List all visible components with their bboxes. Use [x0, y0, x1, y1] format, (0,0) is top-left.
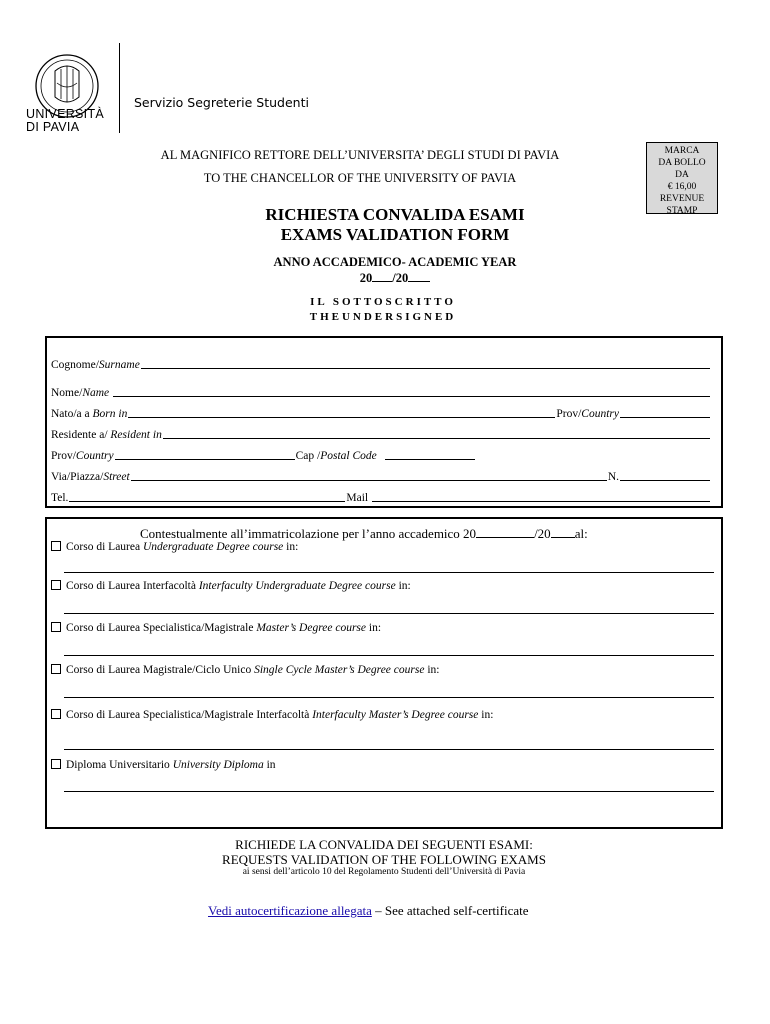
cap-input-line [385, 458, 475, 460]
street-field[interactable] [51, 469, 711, 483]
resident-label: Residente a/ [51, 429, 111, 441]
name-input-line [113, 395, 710, 397]
cap-label: Cap / [295, 450, 321, 462]
tel-mail-field[interactable] [51, 490, 711, 504]
option-undergraduate-line[interactable] [64, 572, 714, 573]
cap-label-en: Postal Code [320, 450, 377, 462]
checkbox[interactable] [51, 580, 61, 590]
undersigned-english: THEUNDERSIGNED [309, 311, 457, 323]
option-single-cycle-line[interactable] [64, 697, 714, 698]
born-label-en: Born in [92, 408, 128, 420]
request-italian: RICHIEDE LA CONVALIDA DEI SEGUENTI ESAMI: [235, 837, 533, 852]
service-name: Servizio Segreterie Studenti [134, 95, 309, 110]
year-separator: /20 [392, 271, 409, 285]
prov2-label-en: Country [75, 450, 114, 462]
prov-label: Prov/ [556, 408, 582, 420]
prov-label-en: Country [581, 408, 619, 420]
tel-label: Tel. [51, 492, 69, 504]
logo-text-line2: DI PAVIA [26, 120, 80, 134]
addressee-english: TO THE CHANCELLOR OF THE UNIVERSITY OF PAVIA [203, 171, 517, 185]
stamp-line: STAMP [666, 206, 698, 216]
prov-cap-field[interactable] [51, 448, 711, 462]
street-label: Via/Piazza/ [51, 471, 104, 483]
prov2-label: Prov/ [51, 450, 76, 462]
form-title-english: EXAMS VALIDATION FORM [280, 225, 510, 244]
option-single-cycle[interactable]: Corso di Laurea Magistrale/Ciclo Unico Single Cycle Master’s Degree course in: [51, 664, 439, 676]
stamp-line: € 16,00 [667, 182, 697, 192]
name-field[interactable] [51, 385, 711, 399]
year-prefix: 20 [359, 271, 373, 285]
checkbox[interactable] [51, 709, 61, 719]
request-english: REQUESTS VALIDATION OF THE FOLLOWING EXAMS [222, 852, 546, 867]
form-title-italian: RICHIESTA CONVALIDA ESAMI [265, 205, 525, 224]
option-masters[interactable]: Corso di Laurea Specialistica/Magistrale Master’s Degree course in: [51, 622, 381, 634]
option-masters-line[interactable] [64, 655, 714, 656]
number-input-line [620, 479, 710, 481]
stamp-line: MARCA [664, 146, 700, 156]
surname-label-en: Surname [98, 359, 140, 371]
stamp-line: REVENUE [659, 194, 705, 204]
option-interfaculty-masters-line[interactable] [64, 749, 714, 750]
birthplace-input-line [128, 416, 555, 418]
option-diploma[interactable]: Diploma Universitario University Diploma in [51, 759, 276, 771]
option-diploma-line[interactable] [64, 791, 714, 792]
resident-label-en: Resident in [110, 429, 162, 441]
option-interfaculty-undergraduate-line[interactable] [64, 613, 714, 614]
street-input-line [131, 479, 607, 481]
self-certificate-link[interactable]: Vedi autocertificazione allegata [208, 903, 372, 918]
name-label-en: Name [82, 387, 110, 399]
header-divider [119, 43, 120, 133]
self-certificate-line [208, 903, 529, 919]
residence-prov-input-line [115, 458, 295, 460]
enrollment-intro-text: Contestualmente all’immatricolazione per l’anno accademico 20 [140, 526, 477, 541]
birth-prov-input-line [620, 416, 710, 418]
enrollment-intro-year-sep: /20 [534, 526, 551, 541]
mail-input-line [372, 500, 710, 502]
undersigned-italian: IL SOTTOSCRITTO [310, 296, 456, 308]
academic-year-field[interactable] [95, 270, 695, 286]
self-certificate-text: – See attached self-certificate [371, 903, 529, 918]
checkbox[interactable] [51, 759, 61, 769]
born-label: Nato/a a [51, 408, 93, 420]
checkbox[interactable] [51, 664, 61, 674]
stamp-line: DA BOLLO [658, 158, 706, 168]
academic-year-label: ANNO ACCADEMICO- ACADEMIC YEAR [273, 255, 517, 269]
surname-label: Cognome/ [51, 359, 99, 371]
addressee-italian: AL MAGNIFICO RETTORE DELL’UNIVERSITA’ DEGLI STUDI DI PAVIA [160, 148, 560, 162]
street-label-en: Street [103, 471, 130, 483]
checkbox[interactable] [51, 622, 61, 632]
stamp-line: DA [675, 170, 689, 180]
surname-input-line [141, 367, 710, 369]
residence-input-line [163, 437, 710, 439]
tel-input-line [69, 500, 345, 502]
regulation-note: ai sensi dell’articolo 10 del Regolamento Studenti dell’Università di Pavia [242, 867, 526, 877]
number-label: N. [607, 471, 619, 483]
birthplace-field[interactable] [51, 406, 711, 420]
option-interfaculty-masters[interactable]: Corso di Laurea Specialistica/Magistrale Interfacoltà Interfaculty Master’s Degree course in: [51, 709, 493, 721]
option-undergraduate[interactable]: Corso di Laurea Undergraduate Degree course in: [51, 541, 298, 553]
university-logo-text [26, 108, 104, 134]
enrollment-intro[interactable] [140, 526, 588, 542]
name-label: Nome/ [51, 387, 83, 399]
checkbox[interactable] [51, 541, 61, 551]
residence-field[interactable] [51, 427, 711, 441]
option-interfaculty-undergraduate[interactable]: Corso di Laurea Interfacoltà Interfaculty Undergraduate Degree course in: [51, 580, 411, 592]
enrollment-intro-tail: al: [574, 526, 588, 541]
logo-text-line1: UNIVERSITÀ [26, 107, 105, 121]
surname-field[interactable] [51, 357, 711, 371]
mail-label: Mail [346, 492, 369, 504]
